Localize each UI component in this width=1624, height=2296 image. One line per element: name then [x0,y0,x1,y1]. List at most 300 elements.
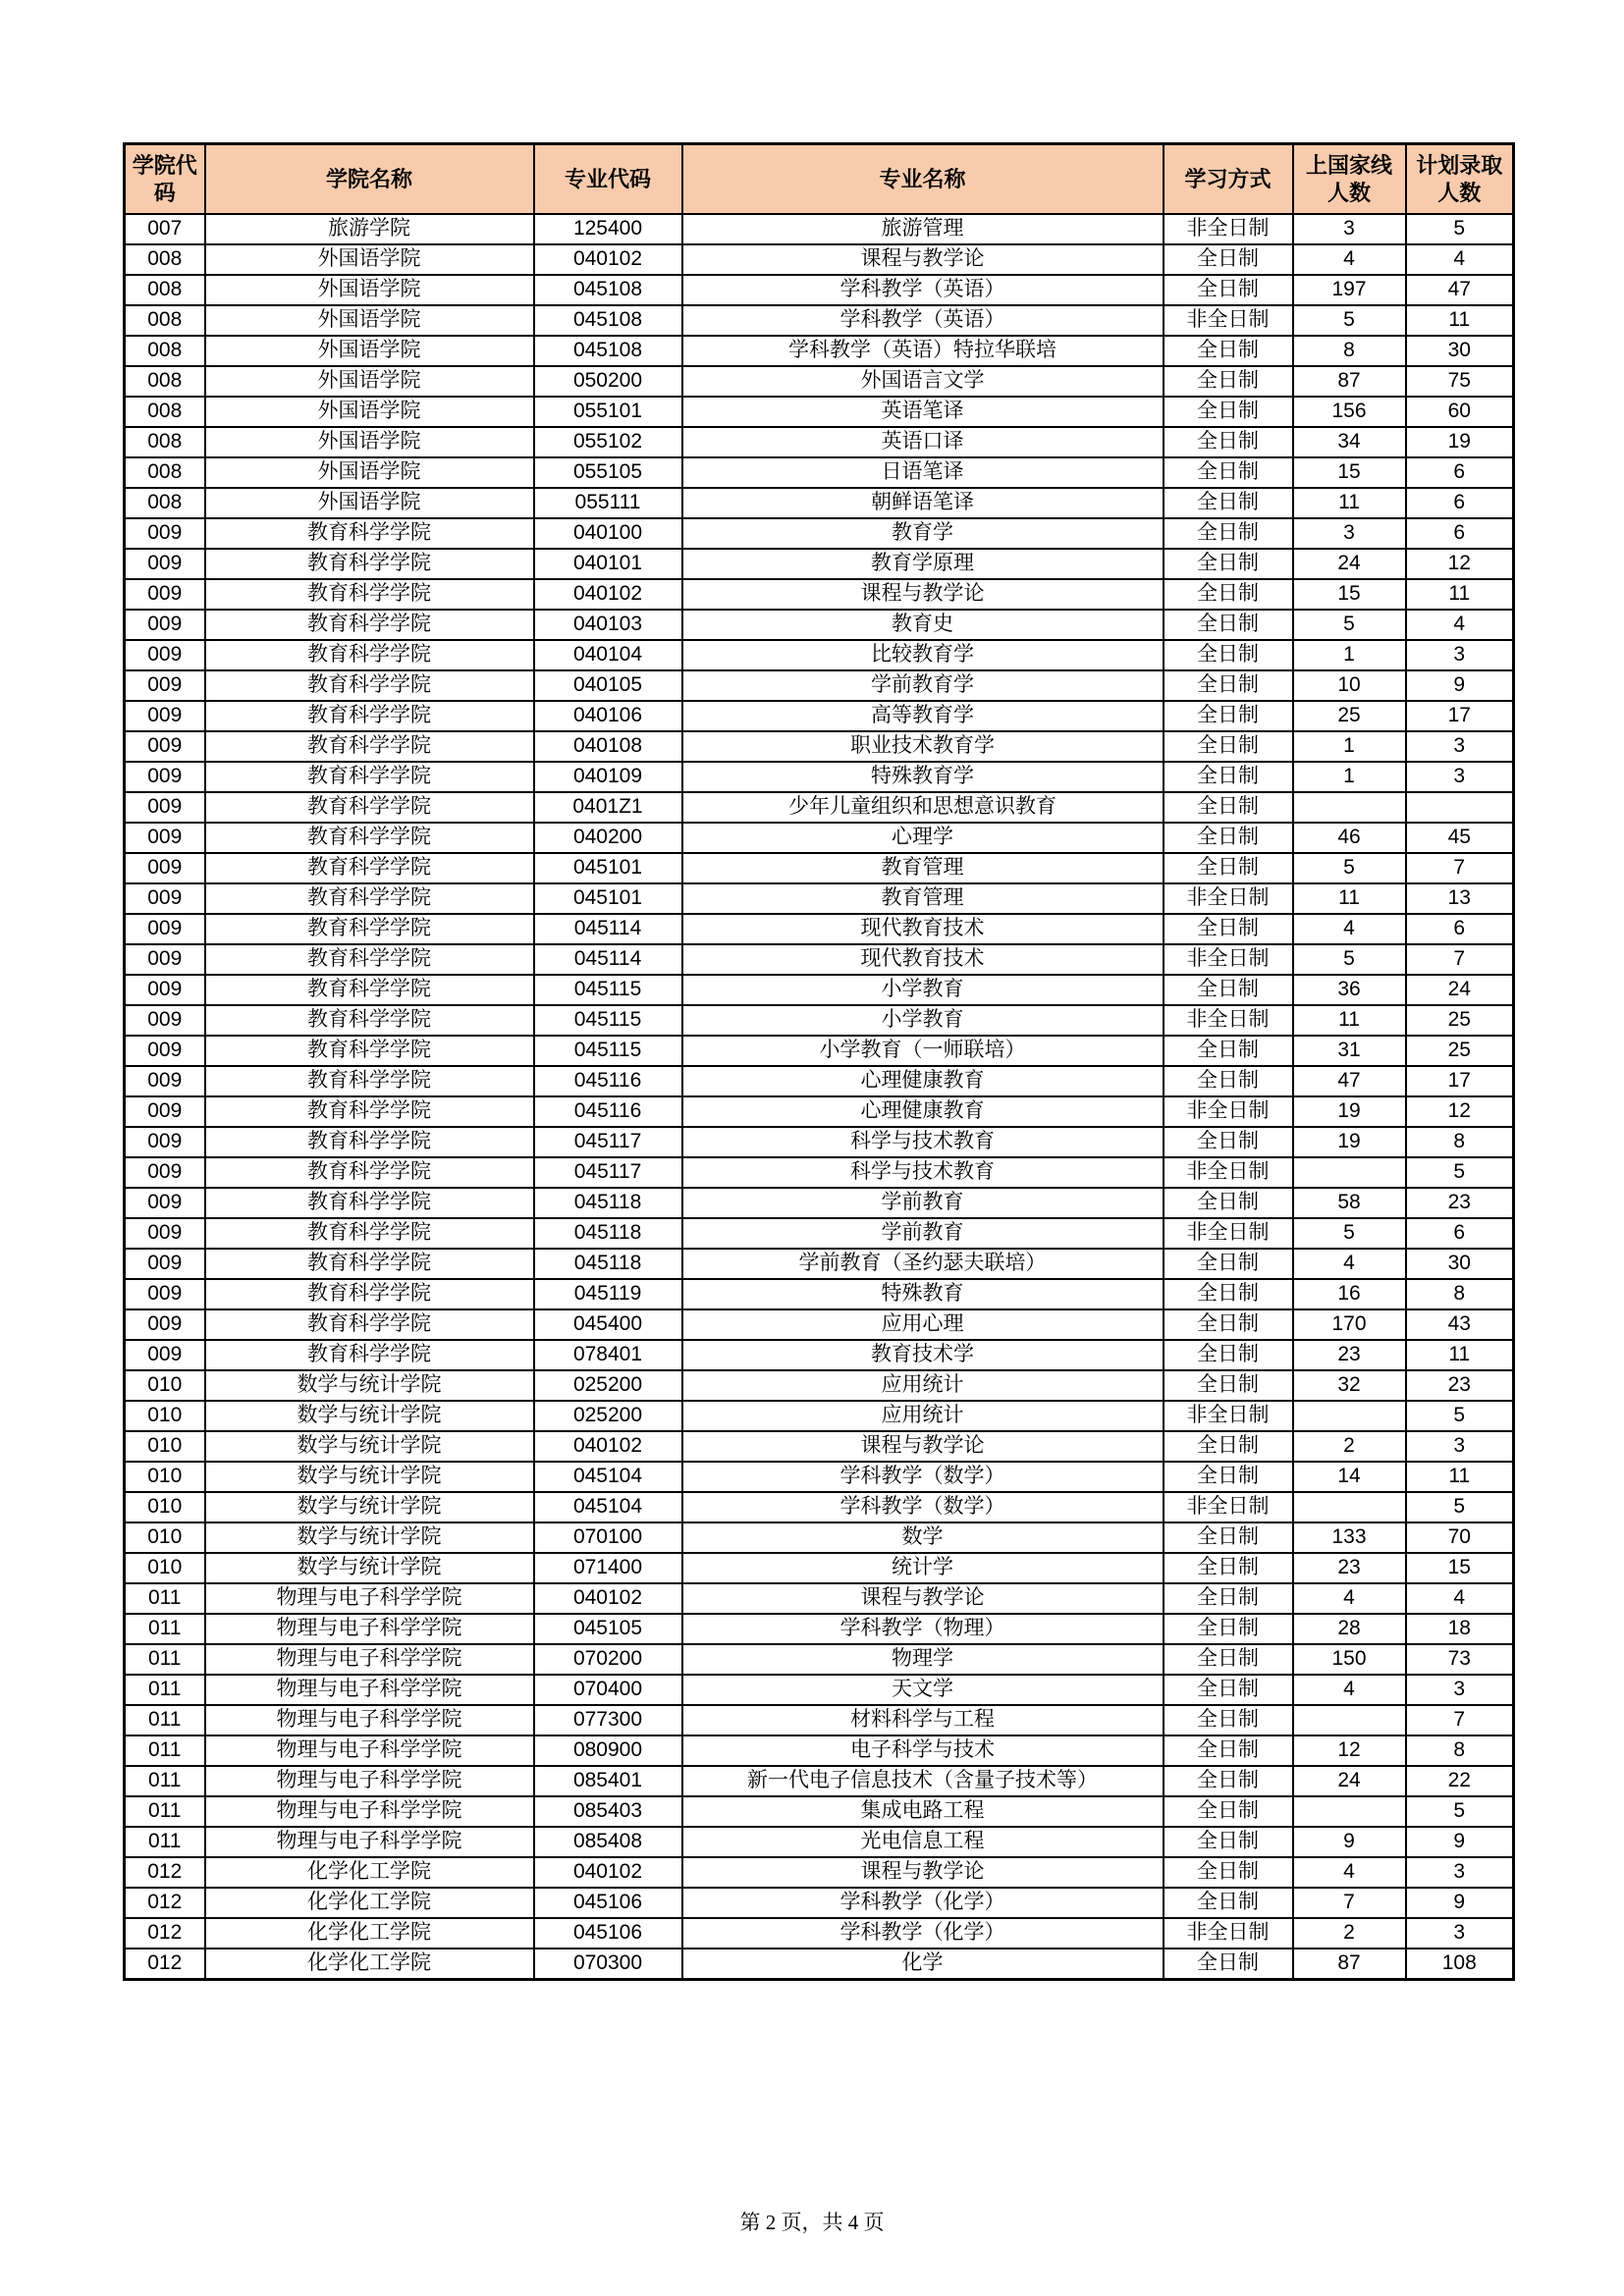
cell-college-code: 012 [125,1949,205,1980]
cell-college-code: 009 [125,883,205,914]
table-row [125,1675,1514,1705]
cell-college-name: 教育科学学院 [205,1066,534,1096]
cell-college-code: 008 [125,427,205,457]
table-row [125,1279,1514,1309]
cell-college-code: 008 [125,397,205,427]
cell-major-name: 科学与技术教育 [682,1157,1164,1188]
cell-college-name: 数学与统计学院 [205,1401,534,1431]
cell-study-mode: 全日制 [1164,914,1293,944]
cell-planned-count: 19 [1406,427,1514,457]
cell-planned-count: 18 [1406,1614,1514,1644]
column-header-study-mode: 学习方式 [1164,144,1293,215]
cell-study-mode: 非全日制 [1164,944,1293,975]
cell-college-name: 物理与电子科学学院 [205,1705,534,1735]
cell-planned-count: 7 [1406,944,1514,975]
cell-above-line-count [1293,792,1406,823]
cell-college-name: 物理与电子科学学院 [205,1827,534,1857]
cell-major-code: 0401Z1 [534,792,682,823]
cell-major-name: 教育史 [682,610,1164,640]
cell-college-name: 教育科学学院 [205,731,534,762]
cell-major-name: 光电信息工程 [682,1827,1164,1857]
cell-major-code: 055102 [534,427,682,457]
cell-major-code: 045105 [534,1614,682,1644]
cell-planned-count: 6 [1406,488,1514,518]
cell-major-code: 045117 [534,1127,682,1157]
cell-college-name: 教育科学学院 [205,549,534,579]
cell-major-code: 040106 [534,701,682,731]
table-row [125,244,1514,275]
cell-college-code: 009 [125,549,205,579]
cell-major-name: 心理学 [682,823,1164,853]
cell-college-name: 教育科学学院 [205,518,534,549]
cell-college-name: 物理与电子科学学院 [205,1735,534,1766]
table-row [125,549,1514,579]
cell-above-line-count: 197 [1293,275,1406,305]
cell-college-code: 010 [125,1370,205,1401]
cell-major-code: 070100 [534,1522,682,1553]
cell-study-mode: 全日制 [1164,1279,1293,1309]
cell-college-name: 教育科学学院 [205,670,534,701]
cell-planned-count: 7 [1406,853,1514,883]
cell-planned-count: 5 [1406,1157,1514,1188]
cell-major-code: 085403 [534,1796,682,1827]
cell-major-name: 高等教育学 [682,701,1164,731]
cell-planned-count: 5 [1406,214,1514,244]
cell-college-code: 010 [125,1522,205,1553]
cell-major-name: 教育管理 [682,883,1164,914]
cell-college-code: 009 [125,579,205,610]
cell-college-name: 教育科学学院 [205,1005,534,1036]
cell-planned-count: 12 [1406,1096,1514,1127]
cell-major-code: 055105 [534,457,682,488]
cell-study-mode: 全日制 [1164,1370,1293,1401]
cell-major-name: 化学 [682,1949,1164,1980]
cell-planned-count: 9 [1406,1827,1514,1857]
cell-college-code: 009 [125,1157,205,1188]
cell-major-name: 比较教育学 [682,640,1164,670]
cell-college-code: 009 [125,731,205,762]
cell-above-line-count: 23 [1293,1340,1406,1370]
cell-college-code: 010 [125,1431,205,1462]
table-row [125,1888,1514,1918]
cell-major-name: 课程与教学论 [682,1431,1164,1462]
cell-study-mode: 全日制 [1164,1766,1293,1796]
table-row [125,640,1514,670]
cell-above-line-count: 47 [1293,1066,1406,1096]
cell-study-mode: 全日制 [1164,975,1293,1005]
cell-major-name: 职业技术教育学 [682,731,1164,762]
cell-major-name: 教育学 [682,518,1164,549]
cell-major-code: 080900 [534,1735,682,1766]
cell-college-name: 外国语学院 [205,275,534,305]
cell-above-line-count: 11 [1293,1005,1406,1036]
cell-study-mode: 全日制 [1164,366,1293,397]
cell-study-mode: 全日制 [1164,1462,1293,1492]
cell-study-mode: 全日制 [1164,1735,1293,1766]
cell-college-name: 教育科学学院 [205,1249,534,1279]
cell-major-name: 教育技术学 [682,1340,1164,1370]
cell-college-name: 教育科学学院 [205,944,534,975]
cell-college-code: 009 [125,792,205,823]
cell-college-name: 教育科学学院 [205,1279,534,1309]
table-row [125,1157,1514,1188]
cell-planned-count: 23 [1406,1370,1514,1401]
cell-major-code: 045117 [534,1157,682,1188]
cell-planned-count: 6 [1406,457,1514,488]
cell-major-code: 040104 [534,640,682,670]
cell-planned-count: 70 [1406,1522,1514,1553]
cell-college-name: 化学化工学院 [205,1888,534,1918]
table-row [125,1857,1514,1888]
cell-planned-count: 12 [1406,549,1514,579]
cell-study-mode: 全日制 [1164,1583,1293,1614]
cell-college-code: 008 [125,488,205,518]
cell-college-code: 012 [125,1857,205,1888]
cell-college-name: 教育科学学院 [205,1309,534,1340]
cell-college-name: 外国语学院 [205,244,534,275]
table-row [125,518,1514,549]
table-row [125,457,1514,488]
cell-college-code: 010 [125,1492,205,1522]
cell-college-name: 外国语学院 [205,366,534,397]
cell-above-line-count: 31 [1293,1036,1406,1066]
cell-major-code: 040102 [534,1431,682,1462]
cell-major-code: 055101 [534,397,682,427]
cell-major-code: 045116 [534,1096,682,1127]
cell-major-code: 040200 [534,823,682,853]
cell-college-code: 009 [125,1340,205,1370]
cell-planned-count: 30 [1406,1249,1514,1279]
cell-above-line-count: 150 [1293,1644,1406,1675]
cell-major-code: 040105 [534,670,682,701]
cell-major-name: 外国语言文学 [682,366,1164,397]
cell-planned-count: 9 [1406,670,1514,701]
cell-study-mode: 全日制 [1164,823,1293,853]
cell-college-name: 教育科学学院 [205,853,534,883]
cell-college-code: 009 [125,670,205,701]
cell-college-code: 009 [125,762,205,792]
cell-planned-count: 8 [1406,1735,1514,1766]
cell-above-line-count: 1 [1293,762,1406,792]
cell-study-mode: 全日制 [1164,427,1293,457]
cell-college-code: 009 [125,518,205,549]
cell-above-line-count: 1 [1293,640,1406,670]
table-row [125,1005,1514,1036]
cell-major-code: 085408 [534,1827,682,1857]
cell-major-name: 学前教育（圣约瑟夫联培） [682,1249,1164,1279]
cell-planned-count: 3 [1406,640,1514,670]
cell-major-name: 学科教学（英语） [682,305,1164,336]
cell-college-name: 教育科学学院 [205,1157,534,1188]
cell-major-code: 085401 [534,1766,682,1796]
table-row [125,1309,1514,1340]
cell-above-line-count: 87 [1293,1949,1406,1980]
cell-study-mode: 全日制 [1164,670,1293,701]
cell-planned-count: 6 [1406,1218,1514,1249]
cell-major-code: 040108 [534,731,682,762]
cell-study-mode: 全日制 [1164,1522,1293,1553]
cell-study-mode: 非全日制 [1164,1096,1293,1127]
table-body [125,214,1514,1980]
table-row [125,1766,1514,1796]
cell-major-name: 英语笔译 [682,397,1164,427]
cell-college-name: 数学与统计学院 [205,1553,534,1583]
table-row [125,1949,1514,1980]
table-row [125,1827,1514,1857]
cell-above-line-count: 5 [1293,853,1406,883]
cell-study-mode: 全日制 [1164,853,1293,883]
cell-college-name: 物理与电子科学学院 [205,1675,534,1705]
cell-above-line-count: 58 [1293,1188,1406,1218]
cell-planned-count: 17 [1406,1066,1514,1096]
cell-college-name: 物理与电子科学学院 [205,1644,534,1675]
cell-study-mode: 全日制 [1164,1066,1293,1096]
column-header-major-name: 专业名称 [682,144,1164,215]
cell-college-name: 教育科学学院 [205,883,534,914]
cell-major-name: 物理学 [682,1644,1164,1675]
cell-college-code: 009 [125,1188,205,1218]
cell-planned-count: 17 [1406,701,1514,731]
cell-college-name: 教育科学学院 [205,701,534,731]
cell-planned-count: 3 [1406,762,1514,792]
cell-major-name: 学科教学（物理） [682,1614,1164,1644]
cell-above-line-count: 36 [1293,975,1406,1005]
cell-above-line-count: 12 [1293,1735,1406,1766]
cell-planned-count [1406,792,1514,823]
cell-above-line-count: 25 [1293,701,1406,731]
cell-above-line-count: 4 [1293,1675,1406,1705]
cell-planned-count: 3 [1406,731,1514,762]
cell-major-code: 045118 [534,1218,682,1249]
cell-study-mode: 全日制 [1164,1827,1293,1857]
cell-college-name: 教育科学学院 [205,823,534,853]
cell-college-name: 教育科学学院 [205,1218,534,1249]
table-row [125,701,1514,731]
cell-major-code: 045108 [534,305,682,336]
cell-college-name: 物理与电子科学学院 [205,1796,534,1827]
cell-above-line-count: 16 [1293,1279,1406,1309]
cell-planned-count: 5 [1406,1401,1514,1431]
cell-study-mode: 非全日制 [1164,1218,1293,1249]
cell-above-line-count: 5 [1293,610,1406,640]
cell-college-code: 009 [125,1066,205,1096]
cell-college-code: 009 [125,975,205,1005]
cell-college-name: 教育科学学院 [205,1127,534,1157]
cell-major-code: 045114 [534,914,682,944]
cell-major-name: 小学教育 [682,975,1164,1005]
table-row [125,1127,1514,1157]
cell-planned-count: 4 [1406,244,1514,275]
cell-major-code: 070200 [534,1644,682,1675]
table-row [125,914,1514,944]
cell-study-mode: 全日制 [1164,518,1293,549]
cell-major-code: 040103 [534,610,682,640]
cell-college-name: 教育科学学院 [205,762,534,792]
cell-college-code: 009 [125,701,205,731]
table-row [125,1492,1514,1522]
column-header-above-line-count: 上国家线人数 [1293,144,1406,215]
cell-major-name: 学前教育 [682,1218,1164,1249]
cell-planned-count: 5 [1406,1796,1514,1827]
table-row [125,1401,1514,1431]
cell-major-code: 045106 [534,1918,682,1949]
cell-major-name: 应用统计 [682,1401,1164,1431]
cell-study-mode: 全日制 [1164,1188,1293,1218]
table-row [125,1796,1514,1827]
cell-major-name: 学前教育学 [682,670,1164,701]
cell-college-code: 007 [125,214,205,244]
cell-planned-count: 4 [1406,610,1514,640]
cell-college-code: 011 [125,1675,205,1705]
table-header-row [125,144,1514,215]
cell-above-line-count: 4 [1293,1249,1406,1279]
table-row [125,1462,1514,1492]
cell-major-name: 数学 [682,1522,1164,1553]
cell-major-code: 055111 [534,488,682,518]
table-row [125,305,1514,336]
cell-college-name: 教育科学学院 [205,610,534,640]
table-row [125,1583,1514,1614]
cell-planned-count: 6 [1406,518,1514,549]
cell-major-name: 教育学原理 [682,549,1164,579]
cell-study-mode: 全日制 [1164,640,1293,670]
cell-above-line-count: 19 [1293,1127,1406,1157]
cell-college-name: 外国语学院 [205,488,534,518]
cell-major-name: 心理健康教育 [682,1096,1164,1127]
cell-planned-count: 108 [1406,1949,1514,1980]
cell-planned-count: 22 [1406,1766,1514,1796]
cell-planned-count: 24 [1406,975,1514,1005]
cell-college-code: 009 [125,1036,205,1066]
cell-college-code: 008 [125,457,205,488]
cell-major-name: 学科教学（化学） [682,1918,1164,1949]
cell-major-name: 日语笔译 [682,457,1164,488]
cell-college-code: 011 [125,1735,205,1766]
cell-planned-count: 13 [1406,883,1514,914]
cell-above-line-count: 133 [1293,1522,1406,1553]
cell-planned-count: 60 [1406,397,1514,427]
cell-major-code: 040101 [534,549,682,579]
cell-major-code: 045116 [534,1066,682,1096]
cell-above-line-count: 34 [1293,427,1406,457]
cell-major-name: 特殊教育 [682,1279,1164,1309]
cell-college-code: 008 [125,275,205,305]
cell-major-name: 集成电路工程 [682,1796,1164,1827]
cell-major-code: 045115 [534,1005,682,1036]
table-row [125,214,1514,244]
cell-study-mode: 非全日制 [1164,305,1293,336]
cell-college-code: 011 [125,1705,205,1735]
cell-above-line-count: 1 [1293,731,1406,762]
cell-study-mode: 全日制 [1164,336,1293,366]
cell-college-name: 数学与统计学院 [205,1370,534,1401]
cell-major-name: 少年儿童组织和思想意识教育 [682,792,1164,823]
cell-planned-count: 3 [1406,1675,1514,1705]
cell-college-name: 数学与统计学院 [205,1522,534,1553]
cell-planned-count: 30 [1406,336,1514,366]
table-row [125,579,1514,610]
cell-major-code: 040100 [534,518,682,549]
table-row [125,1188,1514,1218]
cell-major-code: 045115 [534,975,682,1005]
cell-college-name: 教育科学学院 [205,579,534,610]
cell-major-code: 045106 [534,1888,682,1918]
cell-study-mode: 全日制 [1164,488,1293,518]
cell-major-name: 朝鲜语笔译 [682,488,1164,518]
cell-above-line-count: 14 [1293,1462,1406,1492]
cell-major-code: 045101 [534,853,682,883]
cell-study-mode: 全日制 [1164,1614,1293,1644]
cell-above-line-count: 7 [1293,1888,1406,1918]
cell-major-code: 040102 [534,579,682,610]
cell-study-mode: 全日制 [1164,1309,1293,1340]
table-row [125,944,1514,975]
cell-planned-count: 8 [1406,1127,1514,1157]
cell-study-mode: 全日制 [1164,1036,1293,1066]
cell-above-line-count: 2 [1293,1431,1406,1462]
cell-above-line-count [1293,1796,1406,1827]
cell-major-code: 045108 [534,336,682,366]
cell-college-code: 009 [125,944,205,975]
cell-planned-count: 73 [1406,1644,1514,1675]
cell-major-code: 125400 [534,214,682,244]
cell-college-code: 012 [125,1888,205,1918]
table-row [125,1431,1514,1462]
cell-study-mode: 全日制 [1164,579,1293,610]
cell-above-line-count: 32 [1293,1370,1406,1401]
cell-above-line-count: 4 [1293,1857,1406,1888]
cell-study-mode: 非全日制 [1164,1157,1293,1188]
cell-major-code: 045119 [534,1279,682,1309]
cell-study-mode: 全日制 [1164,792,1293,823]
column-header-major-code: 专业代码 [534,144,682,215]
cell-college-name: 教育科学学院 [205,1096,534,1127]
cell-study-mode: 全日制 [1164,731,1293,762]
cell-major-code: 025200 [534,1370,682,1401]
cell-college-code: 009 [125,640,205,670]
page-number-text: 第 2 页，共 4 页 [739,2211,885,2234]
cell-college-name: 教育科学学院 [205,1036,534,1066]
cell-major-code: 040102 [534,1583,682,1614]
cell-major-name: 应用心理 [682,1309,1164,1340]
cell-college-name: 外国语学院 [205,427,534,457]
cell-college-code: 008 [125,366,205,397]
cell-planned-count: 15 [1406,1553,1514,1583]
cell-college-name: 化学化工学院 [205,1949,534,1980]
cell-college-name: 教育科学学院 [205,1188,534,1218]
table-row [125,1036,1514,1066]
cell-study-mode: 全日制 [1164,610,1293,640]
cell-study-mode: 全日制 [1164,275,1293,305]
cell-college-code: 009 [125,1249,205,1279]
cell-planned-count: 45 [1406,823,1514,853]
cell-college-code: 011 [125,1766,205,1796]
cell-major-name: 应用统计 [682,1370,1164,1401]
cell-planned-count: 23 [1406,1188,1514,1218]
cell-college-code: 009 [125,853,205,883]
cell-college-name: 旅游学院 [205,214,534,244]
cell-planned-count: 25 [1406,1005,1514,1036]
cell-above-line-count: 24 [1293,1766,1406,1796]
cell-planned-count: 11 [1406,579,1514,610]
cell-college-name: 物理与电子科学学院 [205,1614,534,1644]
cell-above-line-count: 24 [1293,549,1406,579]
cell-above-line-count: 19 [1293,1096,1406,1127]
cell-major-code: 025200 [534,1401,682,1431]
cell-study-mode: 全日制 [1164,1431,1293,1462]
cell-major-code: 040102 [534,1857,682,1888]
cell-major-name: 电子科学与技术 [682,1735,1164,1766]
